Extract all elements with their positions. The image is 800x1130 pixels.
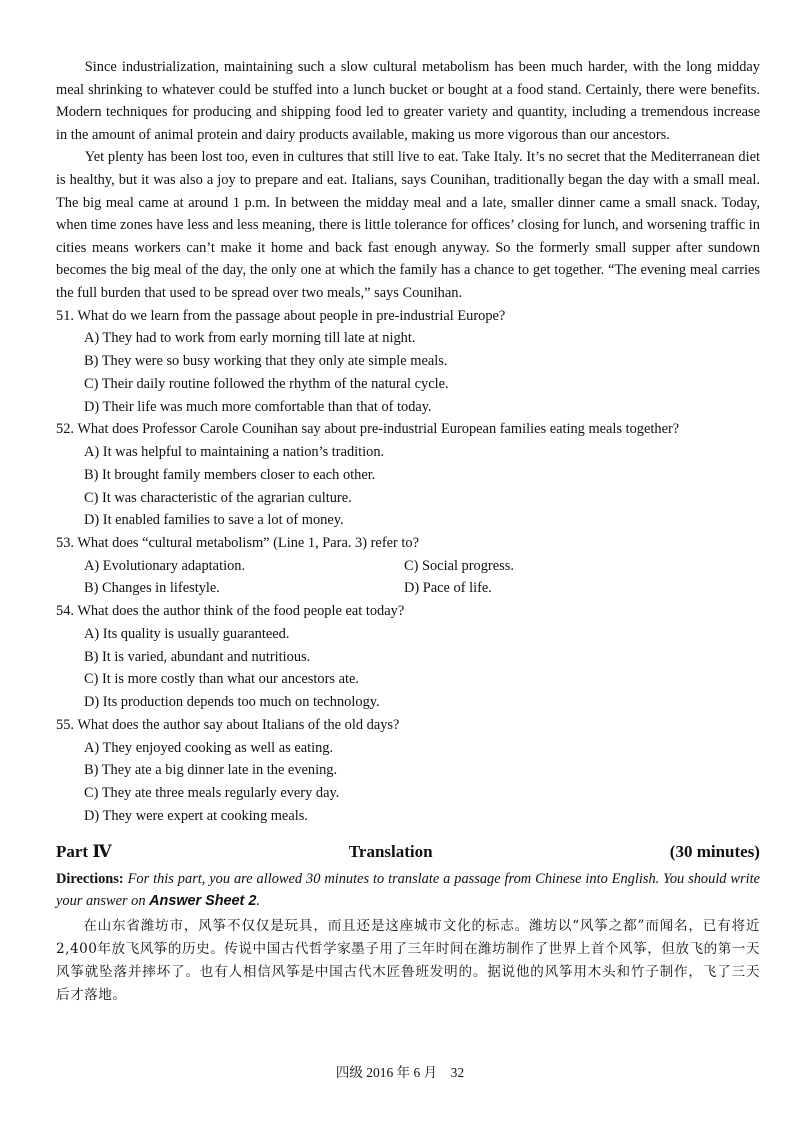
option-c: C) They ate three meals regularly every day. <box>84 785 340 802</box>
option-a: A) It was helpful to maintaining a nation’s tradition. <box>84 443 385 460</box>
question-stem: 53. What does “cultural metabolism” (Line 1, Para. 3) refer to? <box>56 535 419 552</box>
question-52 <box>56 418 760 532</box>
part-label: Part Ⅳ <box>56 841 112 861</box>
option-b: B) They ate a big dinner late in the evening. <box>84 762 338 779</box>
question-51 <box>56 305 760 419</box>
option-d: D) They were expert at cooking meals. <box>84 808 308 825</box>
option-a: A) Evolutionary adaptation. <box>84 557 246 574</box>
option-c: C) It is more costly than what our ancestors ate. <box>84 671 359 688</box>
option-b: B) It is varied, abundant and nutritious. <box>84 648 311 665</box>
question-stem: 51. What do we learn from the passage about people in pre-industrial Europe? <box>56 307 506 324</box>
option-c: C) It was characteristic of the agrarian culture. <box>84 489 352 506</box>
option-a: A) They had to work from early morning till late at night. <box>84 330 416 347</box>
option-c: C) Social progress. <box>404 557 514 574</box>
option-d: D) Their life was much more comfortable than that of today. <box>84 398 432 415</box>
directions-label: Directions: <box>56 870 124 887</box>
passage-paragraph-2: Yet plenty has been lost too, even in cultures that still live to eat. Take Italy. It’s no secret that the Mediterranean diet is healthy, but it was also a joy to prepare and eat. Italians, says Counihan, traditionally began the day with a small meal. The big meal came at around 1 p.m. In between the midday meal and a late, smaller dinner came a small snack. Today, when time zones have less and less meaning, there is little tolerance for offices’ closing for lunch, and worsening traffic in cities means workers can’t make it home and back fast enough anyway. So the formerly small supper after sundown becomes the big meal of the day, the only one at which the family has a chance to get together. “The evening meal carries the full burden that used to be spread over two meals,” says Counihan. <box>56 149 760 301</box>
question-stem: 55. What does the author say about Italians of the old days? <box>56 717 400 734</box>
option-a: A) Its quality is usually guaranteed. <box>84 625 290 642</box>
question-55 <box>56 714 760 828</box>
option-b: B) Changes in lifestyle. <box>84 580 220 597</box>
option-d: D) It enabled families to save a lot of money. <box>84 512 344 529</box>
question-stem: 54. What does the author think of the food people eat today? <box>56 603 405 620</box>
question-53 <box>56 532 760 600</box>
exam-page <box>56 56 760 1007</box>
part-heading <box>56 840 760 864</box>
option-c: C) Their daily routine followed the rhythm of the natural cycle. <box>84 375 449 392</box>
question-54 <box>56 600 760 714</box>
answer-sheet-label: Answer Sheet 2 <box>149 893 257 910</box>
passage-paragraph-1: Since industrialization, maintaining such a slow cultural metabolism has been much harder, with the long midday meal shrinking to whatever could be stuffed into a lunch bucket or bought at a food stand. Certainly, there were benefits. Modern techniques for producing and shipping food led to greater variety and quantity, including a tremendous increase in the amount of animal protein and dairy products available, making us more vigorous than our ancestors. <box>56 59 760 143</box>
part-title: Translation <box>348 841 433 861</box>
part-time: (30 minutes) <box>669 841 760 861</box>
directions: Directions: For this part, you are allowed 30 minutes to translate a passage from Chinese into English. You should write your answer on Answer Sheet 2. <box>56 870 760 910</box>
question-stem: 52. What does Professor Carole Counihan say about pre-industrial European families eating meals together? <box>56 421 680 438</box>
option-d: D) Pace of life. <box>404 580 492 597</box>
directions-text: For this part, you are allowed 30 minutes to translate a passage from Chinese into English. You should write your answer on <box>56 870 760 910</box>
option-b: B) They were so busy working that they only ate simple meals. <box>84 352 448 369</box>
option-b: B) It brought family members closer to each other. <box>84 466 376 483</box>
option-grid <box>56 555 760 601</box>
page-footer: 四级 2016 年 6 月 32 <box>335 1065 465 1080</box>
option-d: D) Its production depends too much on technology. <box>84 694 380 711</box>
chinese-passage: 在山东省潍坊市，风筝不仅仅是玩具，而且还是这座城市文化的标志。潍坊以“风筝之都”而闻名，已有将近2,400年放飞风筝的历史。传说中国古代哲学家墨子用了三年时间在潍坊制作了世界上首个风筝，但放飞的第一天风筝就坠落并摔坏了。也有人相信风筝是中国古代木匠鲁班发明的。据说他的风筝用木头和竹子制作，飞了三天后才落地。 <box>56 917 760 1003</box>
option-a: A) They enjoyed cooking as well as eating. <box>84 739 334 756</box>
